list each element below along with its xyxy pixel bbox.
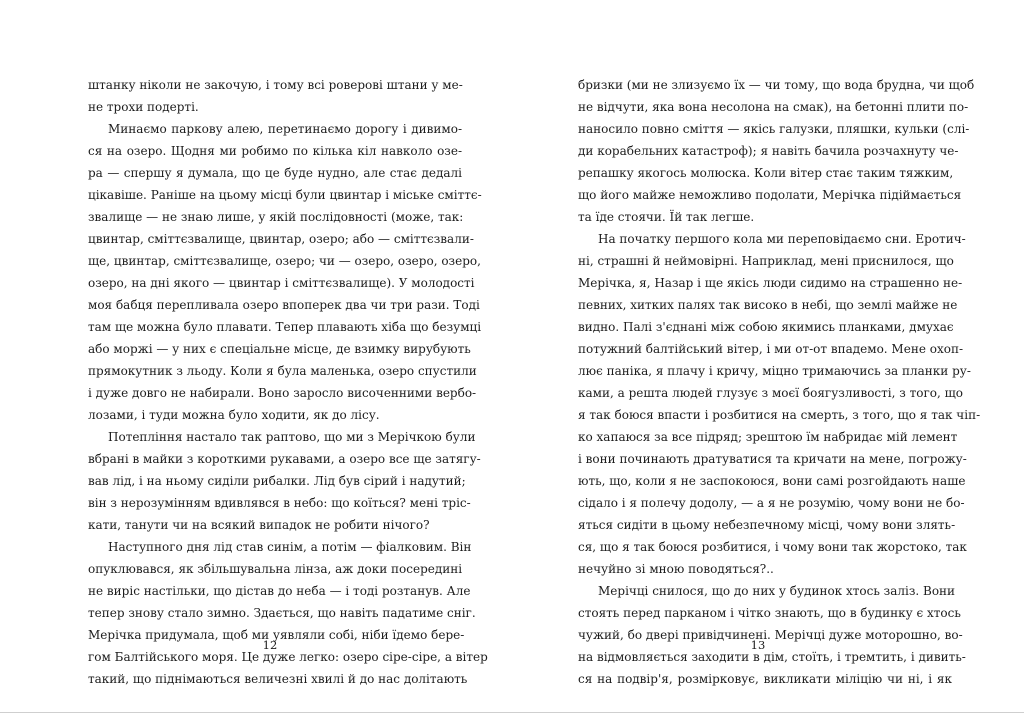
text-line: лозами, і туди можна було ходити, як до лісу. bbox=[88, 408, 380, 422]
text-line: не виріс настільки, що дістав до неба — і тоді розтанув. Але bbox=[88, 584, 471, 598]
text-line: Мерічці снилося, що до них у будинок хтось заліз. Вони bbox=[598, 584, 956, 598]
text-line: ся на подвір'я, розмірковує, викликати міліцію чи ні, і як bbox=[578, 672, 952, 686]
text-line: Мерічка придумала, щоб ми уявляли собі, ніби їдемо бере- bbox=[88, 628, 465, 642]
text-line: Минаємо паркову алею, перетинаємо дорогу і дивимо- bbox=[108, 122, 462, 136]
text-line: тепер знову стало зимно. Здається, що навіть падатиме сніг. bbox=[88, 606, 476, 620]
text-line: Наступного дня лід став синім, а потім — фіалковим. Він bbox=[108, 540, 472, 554]
text-line: цвинтар, сміттєзвалище, цвинтар, озеро; або — сміттєзвали- bbox=[88, 232, 474, 246]
text-line: лює паніка, я плачу і кричу, міцно тримаючись за планки ру- bbox=[578, 364, 971, 378]
text-line: озеро, на дні якого — цвинтар і сміттєзвалище). У молодості bbox=[88, 276, 475, 290]
text-line: і дуже довго не набирали. Воно заросло височенними вербо- bbox=[88, 386, 477, 400]
text-line: видно. Палі з'єднані між собою якимись планками, дмухає bbox=[578, 320, 954, 334]
page-number-left: 12 bbox=[262, 638, 278, 652]
page-number-right: 13 bbox=[750, 638, 766, 652]
text-line: на відмовляється заходити в дім, стоїть, і тремтить, і дивить- bbox=[578, 650, 966, 664]
text-line: звалище — не знаю лише, у якій послідовності (може, так: bbox=[88, 210, 464, 224]
text-line: і вони починають дратуватися та кричати на мене, погрожу- bbox=[578, 452, 967, 466]
text-line: ра — спершу я думала, що це буде нудно, але стає дедалі bbox=[88, 166, 462, 180]
right-page-text bbox=[578, 74, 981, 690]
text-line: нечуйно зі мною поводяться?.. bbox=[578, 562, 774, 576]
text-line: ще, цвинтар, сміттєзвалище, озеро; чи — озеро, озеро, озеро, bbox=[88, 254, 481, 268]
text-line: він з нерозумінням вдивлявся в небо: що коїться? мені тріс- bbox=[88, 496, 471, 510]
text-line: вав лід, і на ньому сиділи рибалки. Лід був сірий і надутий; bbox=[88, 474, 466, 488]
text-line: ди корабельних катастроф); я навіть бачила розчахнуту че- bbox=[578, 144, 959, 158]
text-line: чужий, бо двері привідчинені. Мерічці дуже моторошно, во- bbox=[578, 628, 963, 642]
left-page-text bbox=[88, 74, 488, 690]
bottom-edge bbox=[0, 712, 1024, 713]
text-line: наносило повно сміття — якісь галузки, пляшки, кульки (слі- bbox=[578, 122, 970, 136]
text-line: не трохи подерті. bbox=[88, 100, 199, 114]
text-line: такий, що піднімаються величезні хвилі й до нас долітають bbox=[88, 672, 468, 686]
text-line: штанку ніколи не закочую, і тому всі роверові штани у ме- bbox=[88, 78, 463, 92]
text-line: кати, танути чи на всякий випадок не робити нічого? bbox=[88, 518, 430, 532]
text-line: потужний балтійський вітер, і ми от-от впадемо. Мене охоп- bbox=[578, 342, 964, 356]
text-line: ся, що я так боюся розбитися, і чому вони так жорстоко, так bbox=[578, 540, 967, 554]
text-line: моя бабця перепливала озеро впоперек два чи три рази. Тоді bbox=[88, 298, 480, 312]
text-line: ко хапаюся за все підряд; зрештою їм набридає мій лемент bbox=[578, 430, 958, 444]
text-line: На початку першого кола ми переповідаємо сни. Еротич- bbox=[598, 232, 966, 246]
text-line: ся на озеро. Щодня ми робимо по кілька кіл навколо озе- bbox=[88, 144, 462, 158]
text-line: гом Балтійського моря. Це дуже легко: озеро сіре-сіре, а вітер bbox=[88, 650, 488, 664]
text-line: прямокутник з льоду. Коли я була маленька, озеро спустили bbox=[88, 364, 477, 378]
text-line: не відчути, яка вона несолона на смак), на бетонні плити по- bbox=[578, 100, 969, 114]
text-line: та їде стоячи. Їй так легше. bbox=[578, 210, 755, 224]
text-line: що його майже неможливо подолати, Мерічка підіймається bbox=[578, 188, 962, 202]
text-line: репашку якогось молюска. Коли вітер стає таким тяжким, bbox=[578, 166, 954, 180]
text-line: яться сидіти в цьому небезпечному місці, чому вони злять- bbox=[578, 518, 956, 532]
text-line: стоять перед парканом і чітко знають, що в будинку є хтось bbox=[578, 606, 961, 620]
text-line: бризки (ми не злизуємо їх — чи тому, що вода брудна, чи щоб bbox=[578, 78, 975, 92]
text-line: я так боюся впасти і розбитися на смерть, з того, що я так чіп- bbox=[578, 408, 981, 422]
text-line: певних, хитких палях так високо в небі, що землі майже не bbox=[578, 298, 958, 312]
text-line: вбрані в майки з короткими рукавами, а озеро все ще затягу- bbox=[88, 452, 481, 466]
text-line: сідало і я полечу додолу, — а я не розумію, чому вони не бо- bbox=[578, 496, 965, 510]
text-line: опуклювався, як збільшувальна лінза, аж доки посередині bbox=[88, 562, 463, 576]
text-line: ні, страшні й неймовірні. Наприклад, мені приснилося, що bbox=[578, 254, 954, 268]
text-line: ють, що, коли я не заспокоюся, вони самі розгойдають наше bbox=[578, 474, 966, 488]
text-line: цікавіше. Раніше на цьому місці були цвинтар і міське сміттє- bbox=[88, 188, 482, 202]
text-line: Потепління настало так раптово, що ми з Мерічкою були bbox=[108, 430, 476, 444]
text-line: ками, а решта людей глузує з моєї боягузливості, з того, що bbox=[578, 386, 963, 400]
text-line: Мерічка, я, Назар і ще якісь люди сидимо на страшенно не- bbox=[578, 276, 963, 290]
text-line: там ще можна було плавати. Тепер плавають хіба що безумці bbox=[88, 320, 482, 334]
text-line: або моржі — у них є спеціальне місце, де взимку вирубують bbox=[88, 342, 471, 356]
